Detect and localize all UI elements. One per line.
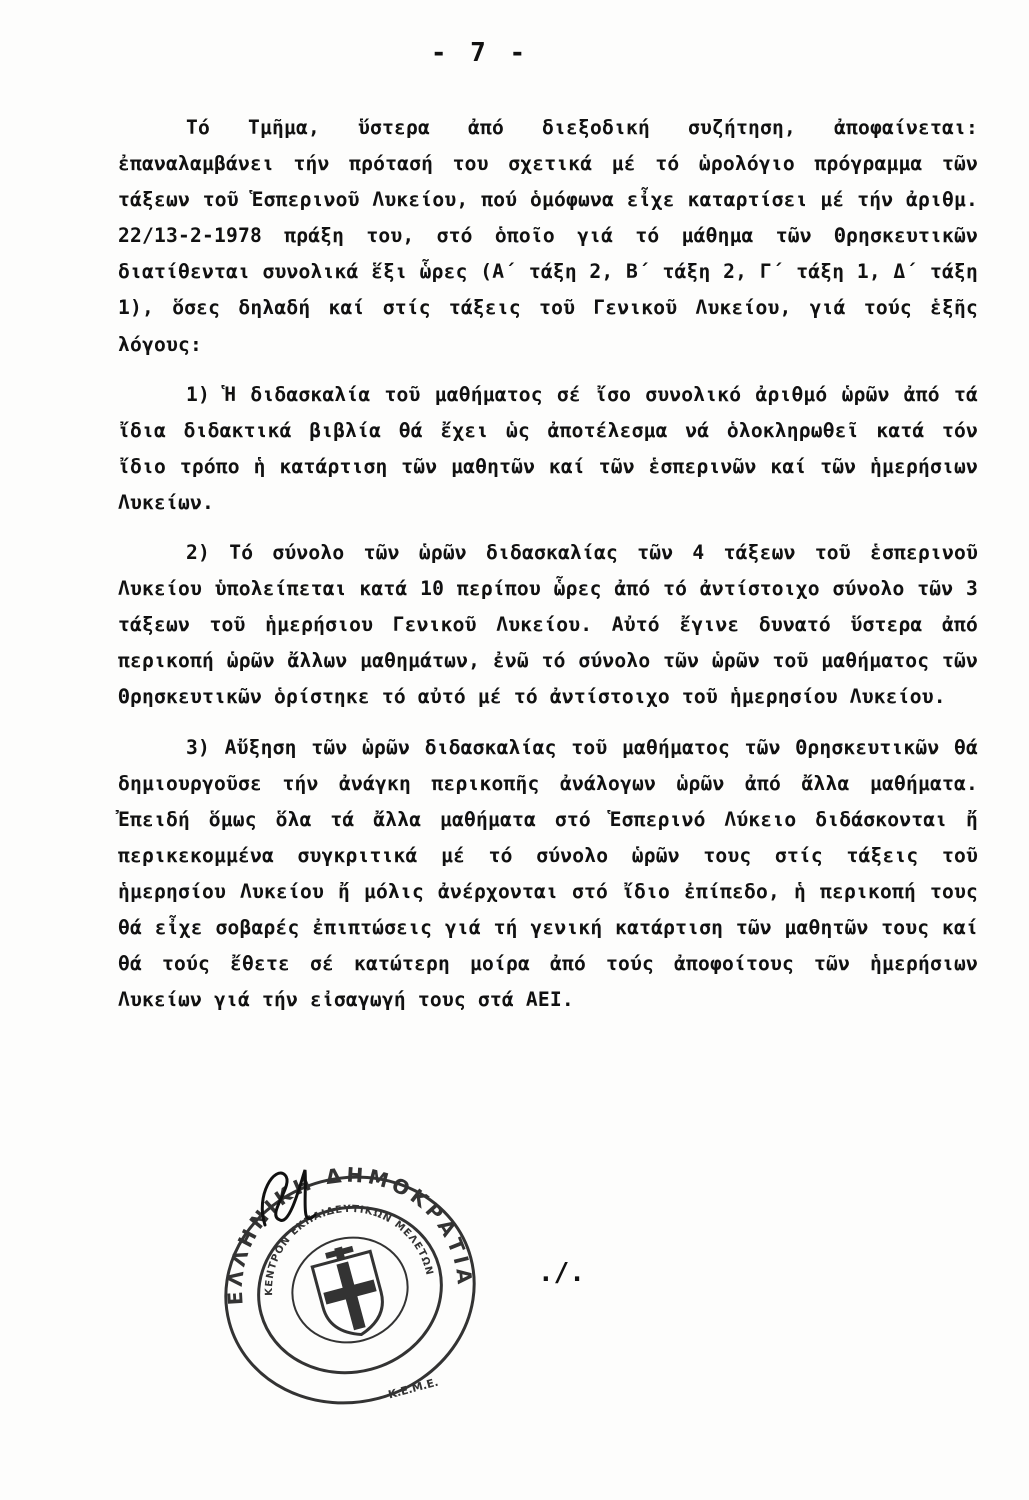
reason-2-paragraph: 2) Τό σύνολο τῶν ὡρῶν διδασκαλίας τῶν 4 τάξεων τοῦ ἑσπερινοῦ Λυκείου ὑπολείπεται κατά 10 περίπου ὧρες ἀπό τό ἀντίστοιχο σύνολο τῶν 3 τάξεων τοῦ ἡμερήσιου Γενικοῦ Λυκείου. Αὐτό ἔγινε δυνατό ὕστερα ἀπό περικοπή ὡρῶν ἄλλων μαθημάτων, ἐνῶ τό σύνολο τῶν ὡρῶν τοῦ μαθήματος τῶν Θρησκευτικῶν ὁρίστηκε τό αὐτό μέ τό ἀντίστοιχο τοῦ ἡμερησίου Λυκείου.: [118, 541, 978, 709]
document-body: [118, 110, 978, 1018]
reason-1-paragraph: 1) Ἡ διδασκαλία τοῦ μαθήματος σέ ἴσο συνολικό ἀριθμό ὡρῶν ἀπό τά ἴδια διδακτικά βιβλία θά ἔχει ὡς ἀποτέλεσμα νά ὁλοκληρωθεῖ κατά τόν ἴδιο τρόπο ἡ κατάρτιση τῶν μαθητῶν καί τῶν ἑσπερινῶν καί τῶν ἡμερήσιων Λυκείων.: [118, 382, 978, 514]
handwritten-signature: [245, 1155, 325, 1245]
seal-outer-text: ΕΛΛΗΝΙΚΗ ΔΗΜΟΚΡΑΤΙΑ: [222, 1162, 478, 1306]
seal-abbreviation: Κ.Ε.Μ.Ε.: [386, 1375, 440, 1402]
continuation-mark: ./.: [538, 1258, 585, 1288]
reason-3-paragraph: 3) Αὔξηση τῶν ὡρῶν διδασκαλίας τοῦ μαθήματος τῶν Θρησκευτικῶν θά δημιουργοῦσε τήν ἀνάγκη περικοπῆς ἀνάλογων ὡρῶν ἀπό ἄλλα μαθήματα. Ἐπειδή ὅμως ὅλα τά ἄλλα μαθήματα στό Ἑσπερινό Λύκειο διδάσκονται ἤ περικεκομμένα συγκριτικά μέ τό σύνολο ὡρῶν τους στίς τάξεις τοῦ ἡμερησίου Λυκείου ἤ μόλις ἀνέρχονται στό ἴδιο ἐπίπεδο, ἡ περικοπή τους θά εἶχε σοβαρές ἐπιπτώσεις γιά τή γενική κατάρτιση τῶν μαθητῶν τους καί θά τούς ἔθετε σέ κατώτερη μοίρα ἀπό τούς ἀποφοίτους τῶν ἡμερήσιων Λυκείων γιά τήν εἰσαγωγή τους στά ΑΕΙ.: [118, 735, 978, 1012]
page-number: - 7 -: [430, 38, 530, 68]
greek-coat-of-arms-icon: [309, 1240, 390, 1342]
seal-inner-text: ΚΕΝΤΡΟΝ ΕΚΠΑΙΔΕΥΤΙΚΩΝ ΜΕΛΕΤΩΝ: [263, 1203, 435, 1296]
intro-paragraph: Τό Τμῆμα, ὕστερα ἀπό διεξοδική συζήτηση, ἀποφαίνεται: ἐπαναλαμβάνει τήν πρότασή του σχετικά μέ τό ὡρολόγιο πρόγραμμα τῶν τάξεων τοῦ Ἑσπερινοῦ Λυκείου, πού ὁμόφωνα εἶχε καταρτίσει μέ τήν ἀριθμ. 22/13-2-1978 πράξη του, στό ὁποῖο γιά τό μάθημα τῶν Θρησκευτικῶν διατίθενται συνολικά ἕξι ὧρες (Α΄ τάξη 2, Β΄ τάξη 2, Γ΄ τάξη 1, Δ΄ τάξη 1), ὅσες δηλαδή καί στίς τάξεις τοῦ Γενικοῦ Λυκείου, γιά τούς ἑξῆς λόγους:: [118, 116, 978, 356]
